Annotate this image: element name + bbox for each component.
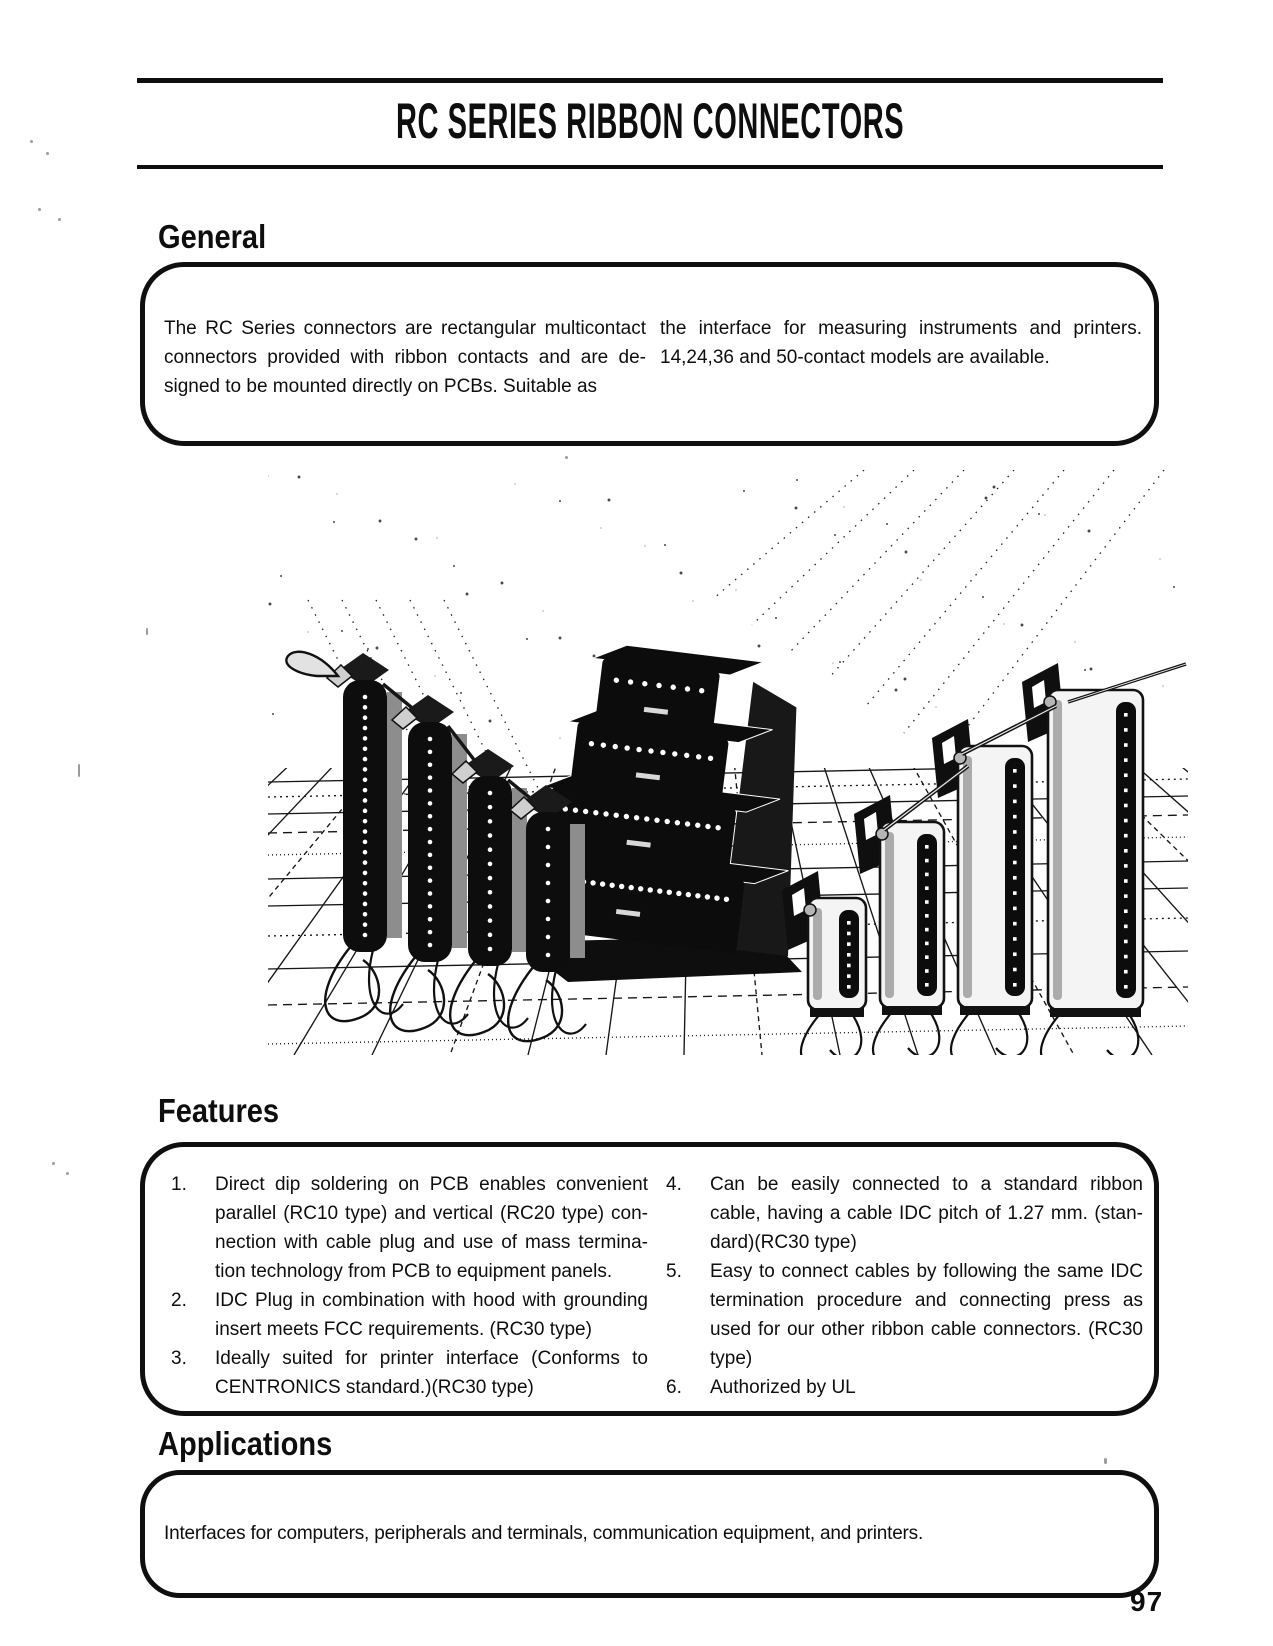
text-line: nection with cable plug and use of mass termina- [215,1232,648,1253]
text-line: CENTRONICS standard.)(RC30 type) [215,1377,534,1398]
features-col1 [171,1170,648,1402]
general-text-col1 [164,314,646,401]
feature-item [171,1286,648,1344]
scan-speck [38,208,41,211]
feature-number: 2. [171,1290,187,1311]
title-rule-top [137,78,1163,83]
feature-text [215,1344,648,1402]
feature-text [215,1170,648,1286]
feature-text [710,1170,1143,1257]
feature-number: 4. [666,1174,682,1195]
feature-item [171,1170,648,1286]
applications-panel [140,1470,1159,1598]
feature-text [215,1286,648,1344]
scan-speck [78,764,80,777]
text-line: Easy to connect cables by following the same IDC [710,1261,1143,1282]
feature-number: 1. [171,1174,187,1195]
page-number: 97 [1130,1586,1164,1617]
text-line: IDC Plug in combination with hood with grounding [215,1290,648,1311]
scan-speck [46,152,49,155]
features-panel [140,1142,1159,1416]
right-connector-group [782,663,1186,1055]
text-line: signed to be mounted directly on PCBs. Suitable as [164,376,598,397]
feature-text [710,1373,1143,1402]
features-col2 [666,1170,1143,1402]
scan-speck [1104,1458,1107,1464]
scan-speck [52,1162,55,1165]
feature-number: 5. [666,1261,682,1282]
text-line: Can be easily connected to a standard ribbon [710,1174,1143,1195]
scan-speck [66,1172,69,1175]
page-title [137,92,1163,150]
text-line: Direct dip soldering on PCB enables convenient [215,1174,648,1195]
text-line: the interface for measuring instruments and printers. [660,318,1142,339]
scan-speck [58,218,61,221]
text-line: insert meets FCC requirements. (RC30 type) [215,1319,592,1340]
feature-number: 6. [666,1377,682,1398]
text-line: tion technology from PCB to equipment panels. [215,1261,613,1282]
page-title-text: RC SERIES RIBBON CONNECTORS [395,93,905,149]
product-photo-wrap [268,470,1188,1055]
text-line: parallel (RC10 type) and vertical (RC20 type) con- [215,1203,648,1224]
feature-item [666,1257,1143,1373]
text-line: cable, having a cable IDC pitch of 1.27 mm. (stan- [710,1203,1143,1224]
text-line: Ideally suited for printer interface (Conforms to [215,1348,648,1369]
text-line: Authorized by UL [710,1377,856,1398]
text-line: used for our other ribbon cable connectors. (RC30 [710,1319,1143,1340]
feature-text [710,1257,1143,1373]
feature-item [666,1170,1143,1257]
applications-heading: Applications [158,1425,333,1462]
feature-number: 3. [171,1348,187,1369]
product-photo [268,470,1188,1055]
features-heading: Features [158,1092,280,1129]
scan-speck [146,628,148,635]
feature-item [666,1373,1143,1402]
text-line: termination procedure and connecting press as [710,1290,1143,1311]
scan-speck [565,456,568,459]
left-connector-group [286,652,586,1041]
general-text-col2 [660,314,1142,401]
title-rule-bottom [137,165,1163,169]
text-line: dard)(RC30 type) [710,1232,857,1253]
text-line: 14,24,36 and 50-contact models are available. [660,347,1050,368]
text-line: connectors provided with ribbon contacts and are de- [164,347,646,368]
general-heading: General [158,218,267,255]
text-line: type) [710,1348,753,1369]
applications-text: Interfaces for computers, peripherals and terminals, communication equipment, and printers. [164,1523,924,1544]
feature-item [171,1344,648,1402]
general-panel [140,262,1159,446]
scan-speck [30,140,33,143]
text-line: The RC Series connectors are rectangular multicontact [164,318,646,339]
